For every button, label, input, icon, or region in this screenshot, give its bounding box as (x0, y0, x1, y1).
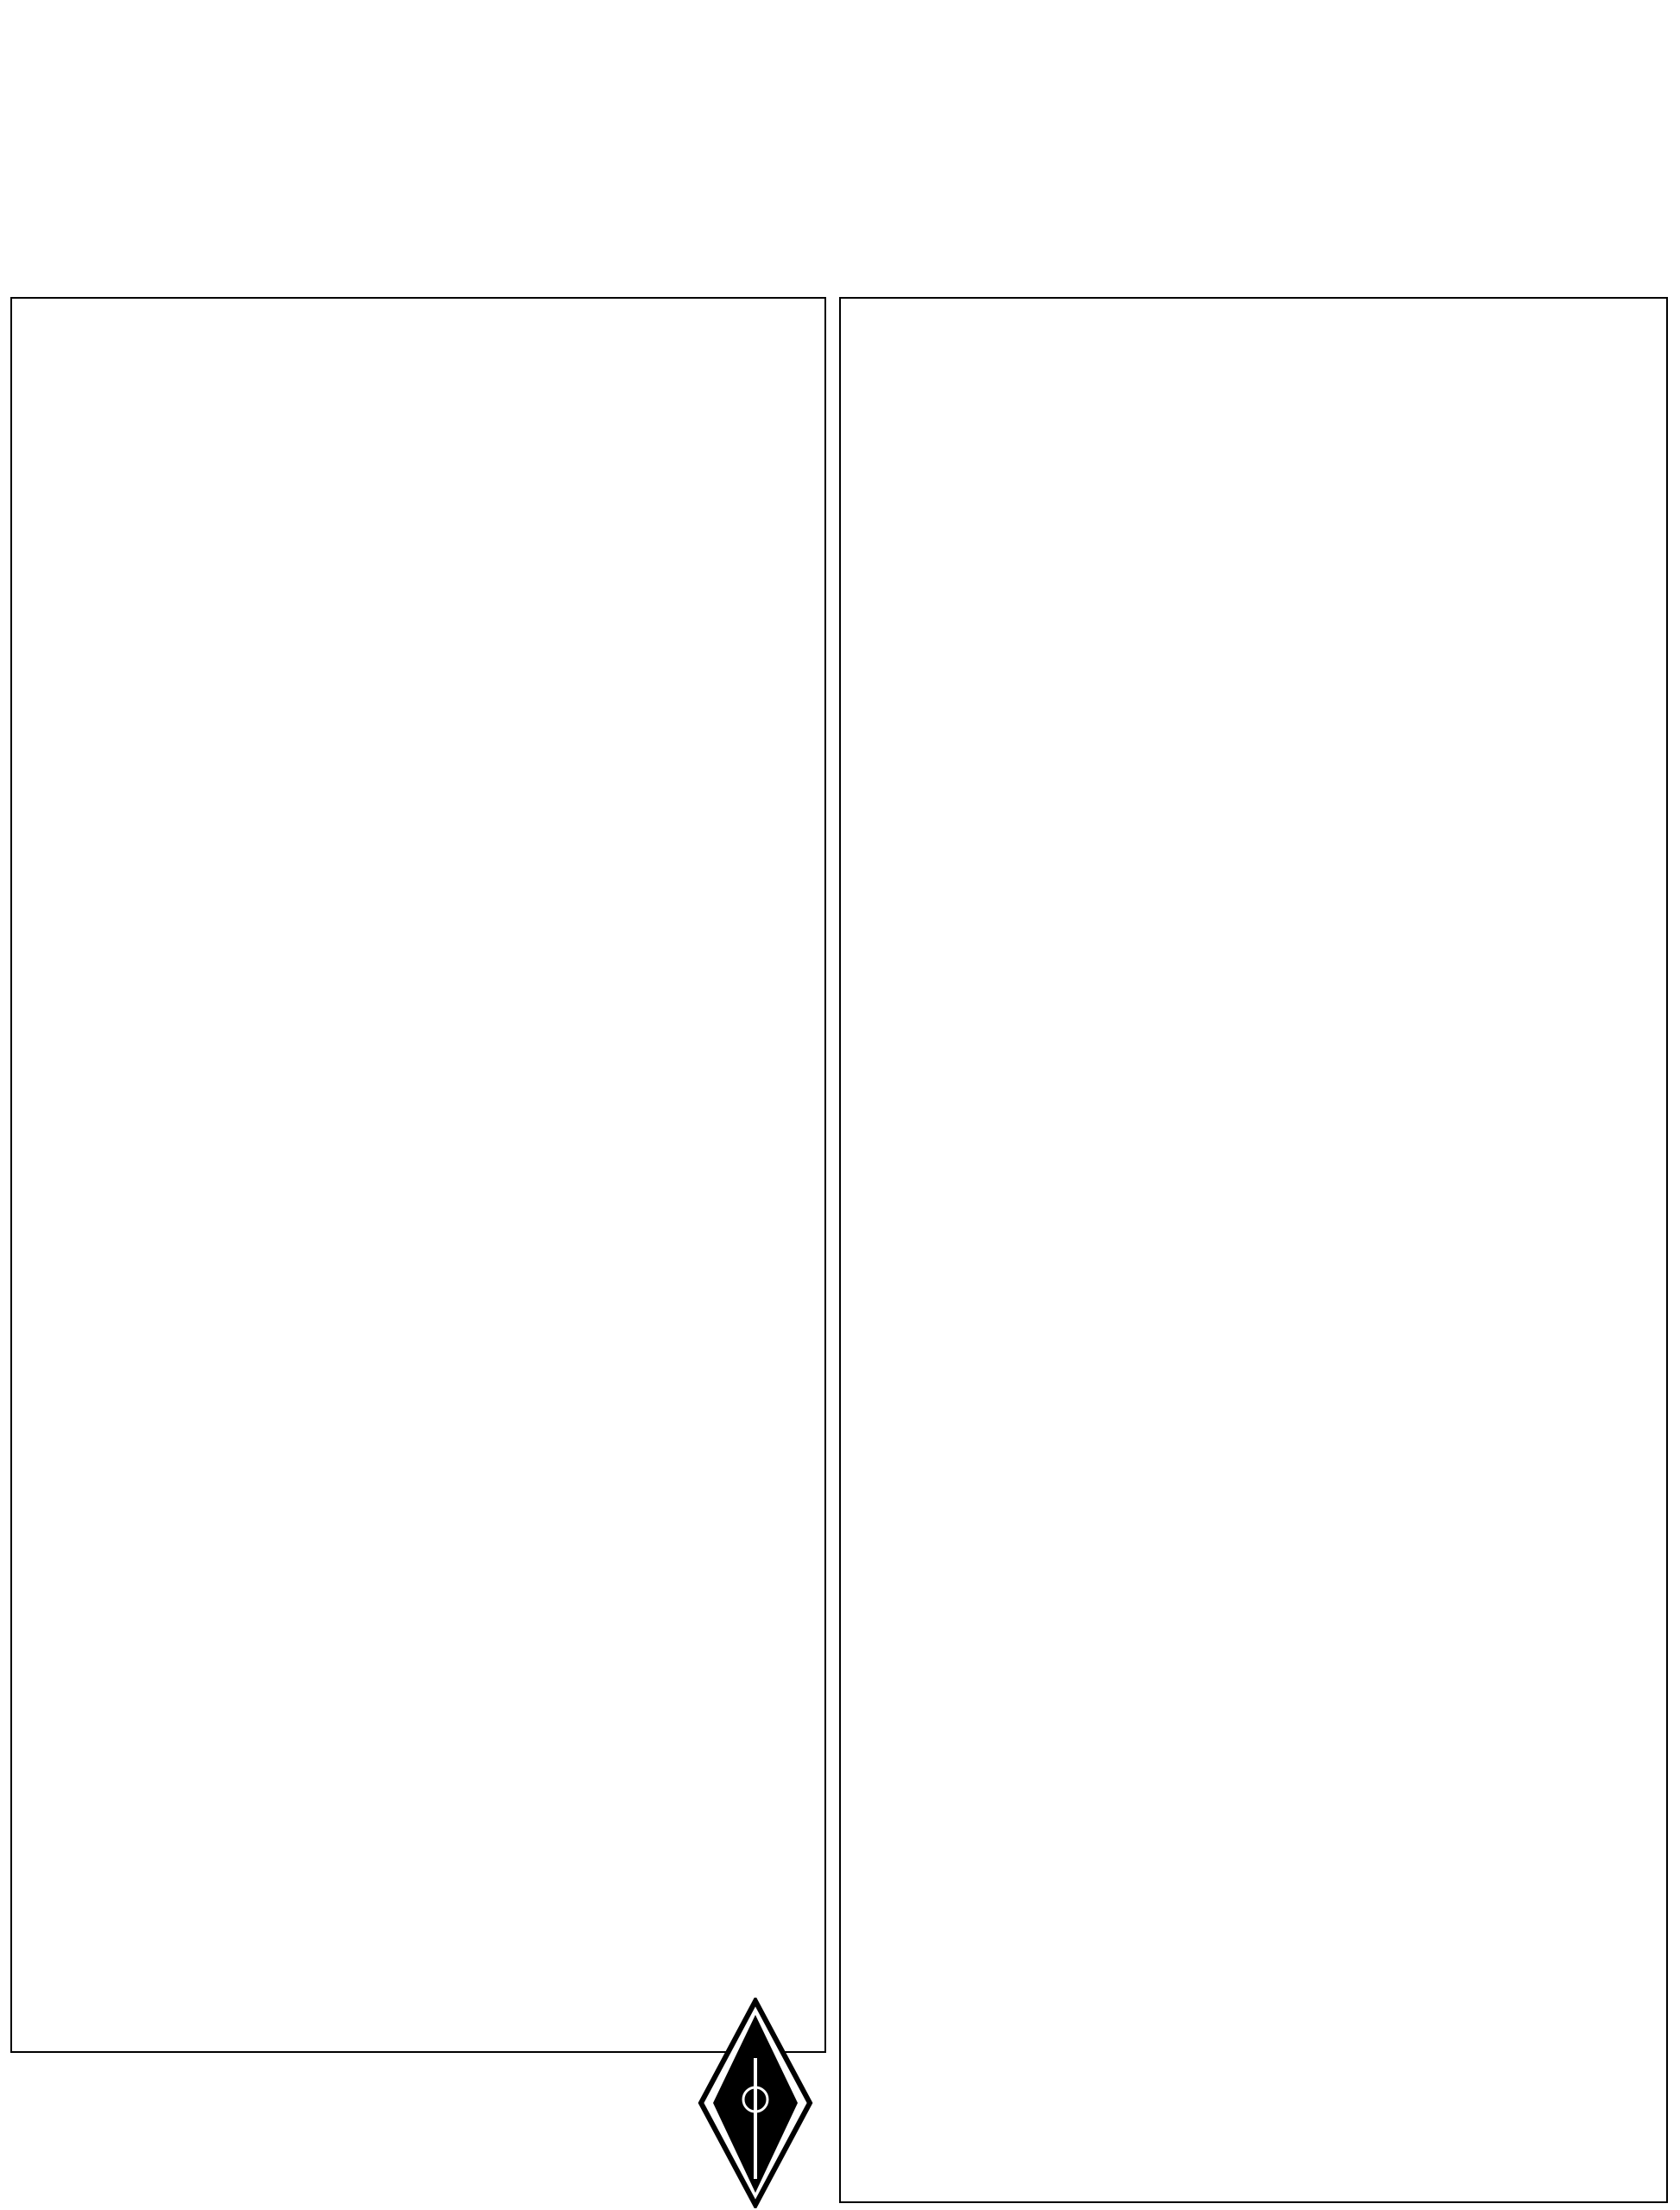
nzart-logo (698, 1998, 813, 2208)
intro-text (55, 55, 1635, 123)
left-bands-panel (10, 297, 826, 2053)
right-bands-panel (839, 297, 1668, 2203)
